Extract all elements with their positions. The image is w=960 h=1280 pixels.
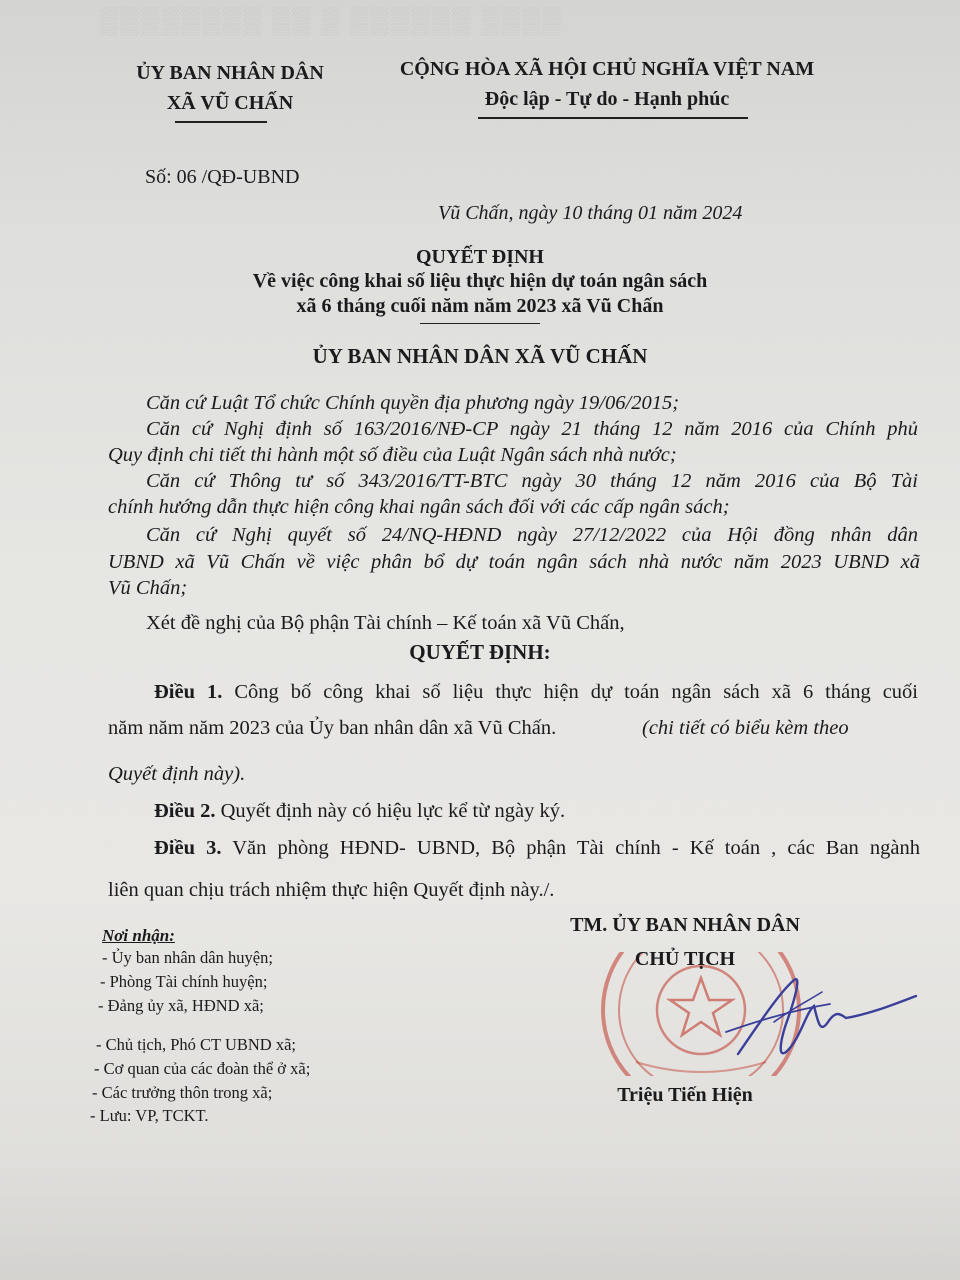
legal-basis-line: Căn cứ Nghị định số 163/2016/NĐ-CP ngày 21 tháng 12 năm 2016 của Chính phủ	[146, 418, 918, 440]
recipient-item: - Đảng ủy xã, HĐND xã;	[98, 996, 264, 1015]
legal-basis-line: Quy định chi tiết thi hành một số điều của Luật Ngân sách nhà nước;	[108, 444, 677, 466]
article-2	[154, 800, 960, 823]
consideration-line: Xét đề nghị của Bộ phận Tài chính – Kế toán xã Vũ Chấn,	[146, 612, 625, 634]
article-1-note: (chi tiết có biểu kèm theo	[642, 717, 849, 739]
recipient-item: - Chủ tịch, Phó CT UBND xã;	[96, 1035, 296, 1054]
article-1-line2	[108, 717, 920, 740]
document-number: Số: 06 /QĐ-UBND	[145, 166, 300, 188]
signer-on-behalf: TM. ỦY BAN NHÂN DÂN	[570, 914, 800, 936]
document-subject-line2: xã 6 tháng cuối năm năm 2023 xã Vũ Chấn	[296, 295, 664, 317]
article-3-line2: liên quan chịu trách nhiệm thực hiện Quyết định này./.	[108, 879, 555, 901]
legal-basis-line: Căn cứ Nghị quyết số 24/NQ-HĐND ngày 27/12/2022 của Hội đồng nhân dân	[146, 524, 918, 546]
decision-heading: QUYẾT ĐỊNH:	[409, 640, 551, 664]
issuing-authority: ỦY BAN NHÂN DÂN XÃ VŨ CHẤN	[312, 344, 648, 368]
legal-basis-line: UBND xã Vũ Chấn về việc phân bổ dự toán ngân sách nhà nước năm 2023 UBND xã	[108, 551, 920, 573]
issuer-underline	[175, 121, 267, 123]
article-3-text: Văn phòng HĐND- UBND, Bộ phận Tài chính - Kế toán , các Ban ngành	[221, 837, 920, 859]
article-2-label: Điều 2.	[154, 800, 216, 822]
signer-title: CHỦ TỊCH	[634, 948, 736, 970]
article-1-label: Điều 1.	[154, 681, 223, 703]
national-title: CỘNG HÒA XÃ HỘI CHỦ NGHĨA VIỆT NAM	[399, 58, 815, 80]
recipient-item: - Ủy ban nhân dân huyện;	[102, 948, 273, 967]
article-2-text: Quyết định này có hiệu lực kể từ ngày ký.	[215, 800, 566, 822]
show-through-text: ▒▒▒▒▒▒▒▒ ▒▒ ▒ ▒▒▒▒▒▒ ▒▒▒▒	[100, 6, 563, 35]
recipient-item: - Lưu: VP, TCKT.	[90, 1106, 209, 1125]
issuer-name: ỦY BAN NHÂN DÂN	[136, 62, 324, 84]
legal-basis-line: Vũ Chấn;	[108, 577, 188, 599]
document-type-title: QUYẾT ĐỊNH	[416, 246, 544, 268]
handwritten-signature-icon	[690, 962, 920, 1082]
recipient-item: - Phòng Tài chính huyện;	[100, 972, 268, 991]
legal-basis-line: chính hướng dẫn thực hiện công khai ngân sách đối với các cấp ngân sách;	[108, 496, 730, 518]
national-motto: Độc lập - Tự do - Hạnh phúc	[484, 88, 730, 110]
article-1-text: Công bố công khai số liệu thực hiện dự toán ngân sách xã 6 tháng cuối	[222, 681, 919, 703]
title-underline	[420, 323, 540, 324]
article-3-label: Điều 3.	[154, 837, 222, 859]
recipient-item: - Cơ quan của các đoàn thể ở xã;	[94, 1059, 311, 1078]
issuer-commune: XÃ VŨ CHẤN	[166, 92, 294, 114]
article-1-note-cont: Quyết định này).	[108, 763, 246, 785]
photo-shadow	[0, 1160, 960, 1280]
legal-basis-line: Căn cứ Thông tư số 343/2016/TT-BTC ngày 30 tháng 12 năm 2016 của Bộ Tài	[146, 470, 918, 492]
article-3	[154, 837, 920, 860]
legal-basis-line: Căn cứ Luật Tổ chức Chính quyền địa phương ngày 19/06/2015;	[146, 392, 680, 414]
signer-name: Triệu Tiến Hiện	[617, 1084, 753, 1106]
document-subject-line1: Về việc công khai số liệu thực hiện dự toán ngân sách	[252, 270, 708, 292]
motto-underline	[478, 117, 748, 119]
article-1	[154, 681, 918, 704]
recipients-heading: Nơi nhận:	[102, 926, 175, 945]
place-date: Vũ Chấn, ngày 10 tháng 01 năm 2024	[438, 202, 743, 224]
recipient-item: - Các trưởng thôn trong xã;	[92, 1083, 273, 1102]
article-1-text-cont: năm năm năm 2023 của Ủy ban nhân dân xã Vũ Chấn.	[108, 717, 557, 739]
